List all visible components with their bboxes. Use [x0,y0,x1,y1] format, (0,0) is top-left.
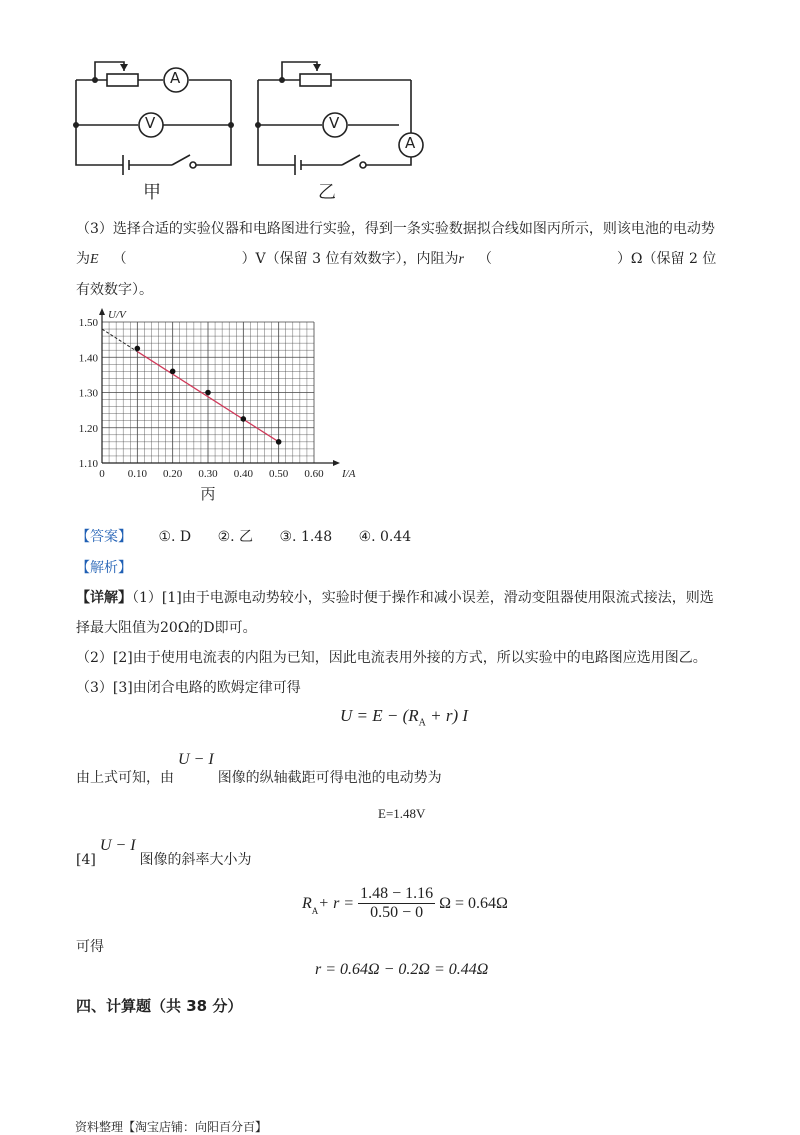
section-heading-4: 四、计算题（共 38 分） [76,997,243,1015]
analysis-p1b: 择最大阻值为20Ω的D即可。 [76,620,257,636]
q3-line2-e: ）Ω（保留 2 位 [616,251,717,267]
p4-text-a: 由上式可知，由 [76,770,174,786]
y-tick-label: 1.20 [78,422,98,435]
eq3-lhs: R [302,894,312,912]
x-tick-label: 0 [99,468,105,480]
eq3-subscript: A [311,906,319,916]
answer-1: ①. D [158,529,192,545]
voltmeter-label-right: V [329,114,340,132]
y-axis-arrow [99,308,105,315]
data-point [170,369,176,375]
analysis-p6: 可得 [76,939,104,955]
q3-symbol-r: r [458,252,464,267]
analysis-p3: （3）[3]由闭合电路的欧姆定律可得 [76,680,301,696]
ammeter-label-left: A [170,69,181,87]
p5-text-a: [4] [76,852,96,868]
p4-text-b: 图像的纵轴截距可得电池的电动势为 [217,770,442,786]
p5-ui-symbol: U − I [99,837,136,854]
x-tick-label: 0.10 [127,468,147,480]
q3-line2-c: ）V（保留 3 位有效数字），内阻为 [241,251,459,267]
equation-emf: E=1.48V [378,806,426,821]
y-tick-label: 1.50 [78,317,98,329]
analysis-p1a-text: （1）[1]由于电源电动势较小，实验时便于操作和减小误差，滑动变阻器使用限流式接法，则选 [132,590,714,606]
eq1-main: U = E − (R [340,706,419,725]
equation-ohm-law [340,706,468,728]
x-tick-label: 0.60 [304,468,324,480]
eq1-end: + r) I [425,706,469,725]
q3-line2-d: （ [477,251,492,267]
answer-row [76,527,411,547]
data-point [135,346,141,352]
answer-4: ④. 0.44 [358,529,412,545]
q3-line2 [76,249,716,270]
circuit-label-yi: 乙 [318,182,336,203]
y-tick-label: 1.30 [78,387,98,400]
x-tick-label: 0.50 [269,468,289,480]
p5-text-b: 图像的斜率大小为 [139,852,252,868]
x-tick-label: 0.40 [233,468,253,480]
x-axis-label: I/A [342,468,356,480]
fit-line-extrapolated [102,329,137,352]
page-footer: 资料整理【淘宝店铺：向阳百分百】 [75,1120,268,1134]
eq3-lhs2: + r = [318,894,355,912]
detail-label: 【详解】 [76,590,132,606]
y-tick-label: 1.10 [78,458,98,470]
analysis-p1a [76,588,714,608]
circuit-diagrams [0,0,800,210]
voltmeter-label-left: V [145,114,156,132]
data-point [205,390,211,396]
x-axis-arrow [333,460,340,466]
analysis-label: 【解析】 [76,560,132,576]
answer-3: ③. 1.48 [279,529,333,545]
analysis-p5 [76,837,252,870]
ammeter-label-right: A [405,134,416,152]
equation-slope [302,885,508,922]
chart-caption: 丙 [200,485,216,503]
answer-2: ②. 乙 [217,529,254,545]
circuit-label-jia: 甲 [143,182,161,203]
q3-line3: 有效数字）。 [76,282,153,298]
answer-label: 【答案】 [76,529,132,545]
data-point [241,416,247,422]
y-axis-label: U/V [108,309,126,321]
p4-ui-symbol: U − I [178,751,214,768]
q3-line1: （3）选择合适的实验仪器和电路图进行实验，得到一条实验数据拟合线如图丙所示，则该电池的电动势 [76,221,715,237]
q3-line2-a: 为 [76,251,90,267]
eq3-rhs: Ω = 0.64Ω [439,894,508,912]
y-tick-label: 1.40 [78,352,98,365]
eq3-numerator: 1.48 − 1.16 [360,885,434,902]
eq3-denominator: 0.50 − 0 [370,904,424,921]
data-point [276,439,282,445]
q3-symbol-e: E [90,252,99,267]
analysis-p4 [76,751,442,788]
u-i-chart [60,305,360,505]
q3-line2-b: （ [112,251,127,267]
x-tick-label: 0.30 [198,468,218,480]
eq3-fraction [358,885,435,922]
analysis-p2: （2）[2]由于使用电流表的内阻为已知，因此电流表用外接的方式，所以实验中的电路图应选用图乙。 [76,650,707,666]
x-tick-label: 0.20 [163,468,183,480]
equation-r: r = 0.64Ω − 0.2Ω = 0.44Ω [315,961,489,978]
eq1-subscript: A [418,717,426,729]
